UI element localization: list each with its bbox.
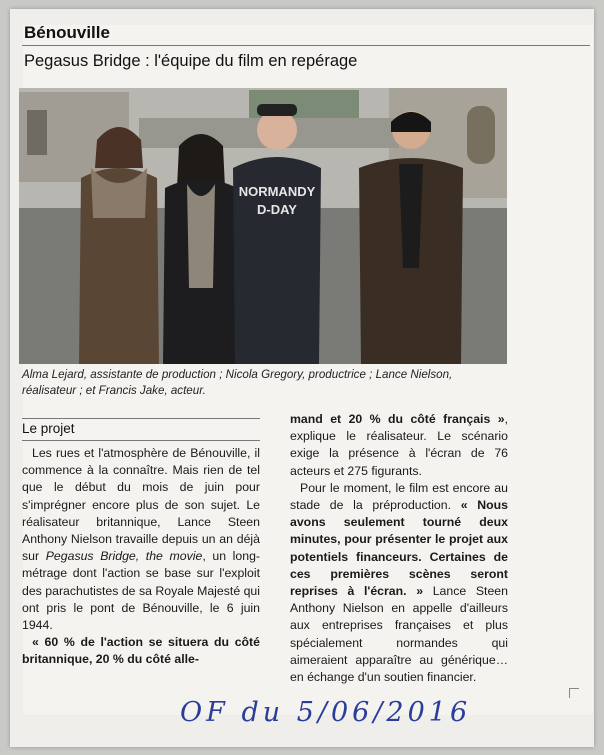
quote-text: « Nous avons seulement tourné deux minutes, pour présenter le projet aux potentiels financeurs. Certaines de ces premières scènes seront reprises à l'écran. » — [290, 498, 508, 599]
article-photo — [19, 88, 507, 364]
shirt-text-line-1: NORMANDY — [238, 184, 316, 199]
article-location: Bénouville — [24, 23, 110, 42]
header-divider — [22, 45, 590, 46]
paragraph — [22, 634, 260, 668]
paragraph-text: Lance Steen Anthony Nielson en appelle d'ailleurs aux entreprises françaises et plus spécialement normandes qui aimeraient apparaître au générique… en échange d'un soutien financier. — [290, 584, 508, 685]
section-rule-top — [22, 418, 260, 419]
paragraph-text: Pour le moment, le film est encore au stade de la préproduction. — [290, 480, 508, 513]
paragraph — [290, 411, 508, 480]
paragraph-text: , explique le réalisateur. Le scénario exige la présence à l'écran de 76 acteurs et 275 figurants. — [290, 412, 508, 478]
shirt-text-line-2: D-DAY — [257, 202, 297, 217]
section-rule-bottom — [22, 440, 260, 441]
paragraph-text: , un long-métrage dont l'action se base sur l'exploit des parachutistes de sa Royale Majesté qui ont pris le pont de Bénouville, le 6 juin 1944. — [22, 549, 261, 633]
film-title: Pegasus Bridge, the movie — [45, 549, 203, 564]
handwritten-source-note: OF du 5/06/2016 — [180, 697, 472, 728]
quote-text: mand et 20 % du côté français » — [290, 412, 505, 426]
quote-text: « 60 % de l'action se situera du côté britannique, 20 % du côté alle- — [22, 635, 260, 667]
article-column-1 — [22, 445, 260, 669]
corner-mark — [569, 688, 579, 698]
photo-caption: Alma Lejard, assistante de production ; Nicola Gregory, productrice ; Lance Nielson, réalisateur ; et Francis Jake, acteur. — [22, 368, 453, 397]
paragraph-text: Les rues et l'atmosphère de Bénouville, il commence à la connaître. Mais rien de tel que le début du mois de juin pour s'imprégner encore plus de son sujet. Le réalisateur britannique, Lance Steen Anthony Nielson travaille depuis un an déjà sur — [22, 446, 260, 564]
article-column-2 — [290, 411, 508, 686]
paragraph — [22, 445, 260, 634]
article-headline: Pegasus Bridge : l'équipe du film en repérage — [24, 52, 358, 70]
paragraph — [290, 480, 508, 686]
section-title: Le projet — [22, 421, 75, 436]
